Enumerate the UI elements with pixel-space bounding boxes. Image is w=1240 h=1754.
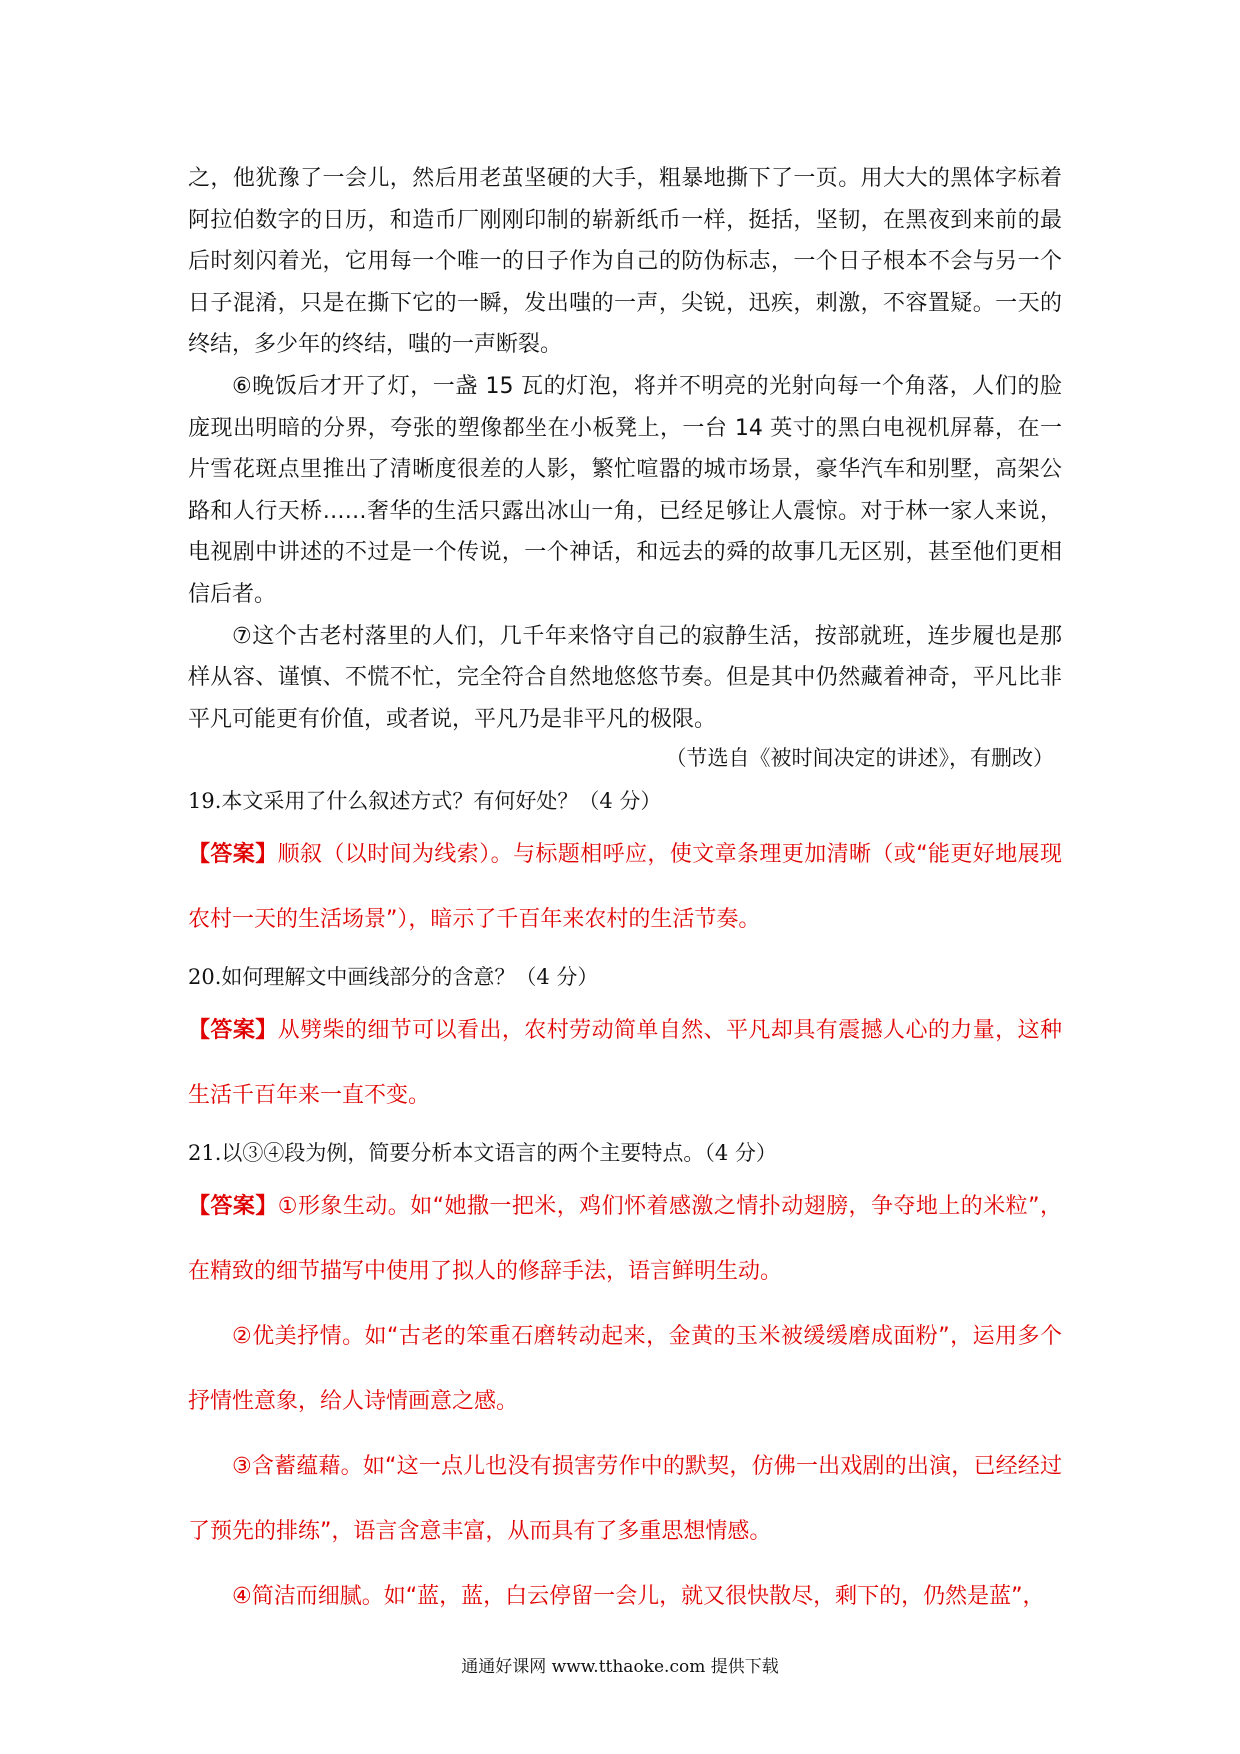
passage-paragraph-6: ⑥晚饭后才开了灯，一盏 15 瓦的灯泡，将并不明亮的光射向每一个角落，人们的脸庞现出明暗的分界，夸张的塑像都坐在小板凳上，一台 14 英寸的黑白电视机屏幕，在一片雪花斑点里推出了清晰度很差的人影，繁忙喧嚣的城市场景，豪华汽车和别墅，高架公路和人行天桥……奢华的生活只露出冰山一角，已经足够让人震惊。对于林一家人来说，电视剧中讲述的不过是一个传说，一个神话，和远去的舜的故事几无区别，甚至他们更相信后者。 [188, 373, 1062, 607]
answer-19 [188, 822, 1062, 952]
answer-tag: 【答案】 [188, 1194, 278, 1220]
answer-text: 从劈柴的细节可以看出，农村劳动简单自然、平凡却具有震撼人心的力量，这种生活千百年来一直不变。 [188, 1018, 1062, 1109]
answer-21 [188, 1174, 1062, 1304]
answer-21-item-4: ④简洁而细腻。如“蓝，蓝，白云停留一会儿，就又很快散尽，剩下的，仍然是蓝”， [232, 1584, 1045, 1610]
answer-20 [188, 998, 1062, 1128]
question-20: 20.如何理解文中画线部分的含意？（4 分） [188, 965, 599, 990]
answer-text: ①形象生动。如“她撒一把米，鸡们怀着感激之情扑动翅膀，争夺地上的米粒”，在精致的细节描写中使用了拟人的修辞手法，语言鲜明生动。 [188, 1194, 1062, 1285]
answer-21-item-3: ③含蓄蕴藉。如“这一点儿也没有损害劳作中的默契，仿佛一出戏剧的出演，已经经过了预先的排练”，语言含意丰富，从而具有了多重思想情感。 [188, 1454, 1062, 1545]
question-21: 21.以③④段为例，简要分析本文语言的两个主要特点。（4 分） [188, 1141, 777, 1166]
page-content [188, 158, 1062, 1629]
passage-source: （节选自《被时间决定的讲述》，有删改） [665, 746, 1054, 771]
answer-21-item-2: ②优美抒情。如“古老的笨重石磨转动起来，金黄的玉米被缓缓磨成面粉”，运用多个抒情性意象，给人诗情画意之感。 [188, 1324, 1062, 1415]
answer-tag: 【答案】 [188, 842, 278, 868]
answer-tag: 【答案】 [188, 1018, 278, 1044]
answer-text: 顺叙（以时间为线索）。与标题相呼应，使文章条理更加清晰（或“能更好地展现农村一天的生活场景”），暗示了千百年来农村的生活节奏。 [188, 842, 1062, 933]
passage-paragraph-5-continued: 之，他犹豫了一会儿，然后用老茧坚硬的大手，粗暴地撕下了一页。用大大的黑体字标着阿拉伯数字的日历，和造币厂刚刚印制的崭新纸币一样，挺括，坚韧，在黑夜到来前的最后时刻闪着光，它用每一个唯一的日子作为自己的防伪标志，一个日子根本不会与另一个日子混淆，只是在撕下它的一瞬，发出嗤的一声，尖锐，迅疾，刺激，不容置疑。一天的终结，多少年的终结，嗤的一声断裂。 [188, 166, 1062, 358]
passage-paragraph-7: ⑦这个古老村落里的人们，几千年来恪守自己的寂静生活，按部就班，连步履也是那样从容、谨慎、不慌不忙，完全符合自然地悠悠节奏。但是其中仍然藏着神奇，平凡比非平凡可能更有价值，或者说，平凡乃是非平凡的极限。 [188, 623, 1062, 732]
page-footer: 通通好课网 www.tthaoke.com 提供下载 [461, 1657, 779, 1677]
question-19: 19.本文采用了什么叙述方式？有何好处？（4 分） [188, 789, 662, 814]
